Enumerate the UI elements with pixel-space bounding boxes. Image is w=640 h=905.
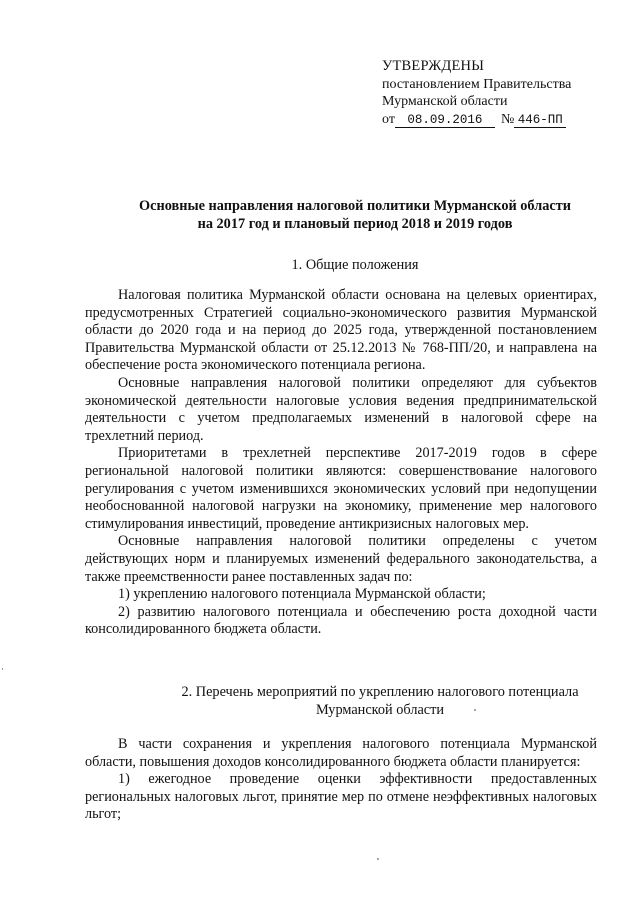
paragraph: Основные направления налоговой политики определяют для субъектов экономической деятельности налоговые условия ведения предпринимательской деятельности с учетом предполагаемых изменений в налоговой сфере на трехлетний период. — [85, 374, 597, 444]
list-item: 1) укреплению налогового потенциала Мурманской области; — [118, 586, 486, 603]
date-prefix: от — [382, 111, 395, 127]
document-title-line-2: на 2017 год и плановый период 2018 и 2019 годов — [197, 216, 513, 232]
paragraph: Основные направления налоговой политики определены с учетом действующих норм и планируемых изменений федерального законодательства, а также преемственности ранее поставленных задач по: — [85, 533, 597, 585]
approval-line-1: постановлением Правительства — [382, 76, 572, 92]
list-item: 2) развитию налогового потенциала и обеспечению роста доходной части консолидированного бюджета области. — [85, 603, 597, 638]
number-prefix: № — [500, 111, 515, 127]
paragraph: В части сохранения и укрепления налогового потенциала Мурманской области, повышения доходов консолидированного бюджета области планируется: — [85, 736, 597, 770]
approval-date-row — [382, 111, 612, 129]
section-2-body — [85, 736, 597, 824]
section-2-heading-line-2: Мурманской области — [315, 702, 445, 718]
section-1-body — [85, 287, 597, 639]
scan-speck — [2, 668, 3, 670]
approval-stamp — [382, 58, 612, 128]
section-1-heading: 1. Общие положения — [291, 257, 419, 273]
section-2-heading — [150, 683, 610, 719]
document-title-line-1: Основные направления налоговой политики Мурманской области — [139, 198, 571, 214]
section-2-heading-line-1: 2. Перечень мероприятий по укреплению налогового потенциала — [181, 684, 579, 700]
paragraph: Налоговая политика Мурманской области основана на целевых ориентирах, предусмотренных Стратегией социально-экономического развития Мурманской области до 2020 года и на период до 2025 года, утвержденной постановлением Правительства Мурманской области от 25.12.2013 № 768-ПП/20, и направлена на обеспечение роста экономического потенциала региона. — [85, 287, 597, 374]
approval-title: УТВЕРЖДЕНЫ — [382, 58, 485, 74]
scan-speck — [377, 858, 379, 860]
paragraph: Приоритетами в трехлетней перспективе 2017-2019 годов в сфере региональной налоговой политики являются: совершенствование налогового регулирования с учетом изменившихся экономических условий при недопущении необоснованной налоговой нагрузки на экономику, применение мер налогового стимулирования инвестиций, проведение антикризисных налоговых мер. — [85, 445, 597, 532]
list-item: 1) ежегодное проведение оценки эффективности предоставленных региональных налоговых льгот, принятие мер по отмене неэффективных налоговых льгот; — [85, 771, 597, 823]
approval-number: 446-ПП — [514, 113, 566, 128]
scan-speck — [474, 709, 476, 711]
approval-line-2: Мурманской области — [382, 94, 508, 109]
document-title — [100, 197, 610, 233]
approval-date: 08.09.2016 — [395, 113, 495, 128]
